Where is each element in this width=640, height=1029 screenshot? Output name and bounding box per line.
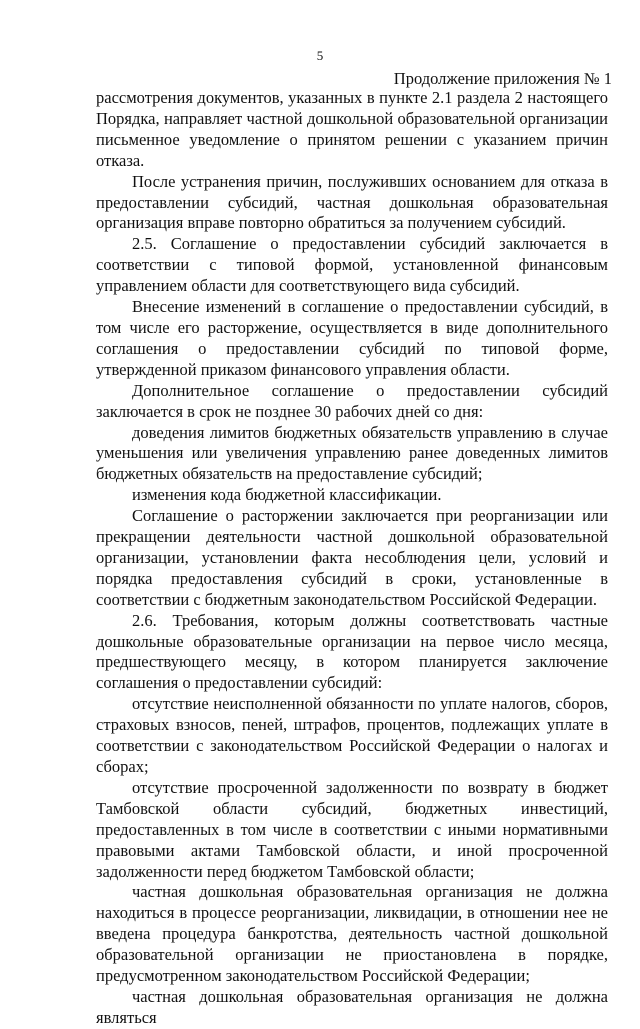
- paragraph: Соглашение о расторжении заключается при реорганизации или прекращении деятельности частной дошкольной образовательной организации, установлении факта несоблюдения цели, условий и порядка предоставления субсидий в сроки, установленные в соответствии с бюджетным законодательством Российской Федерации.: [96, 506, 608, 609]
- paragraph: отсутствие просроченной задолженности по возврату в бюджет Тамбовской области субсидий, бюджетных инвестиций, предоставленных в том числе в соответствии с иными нормативными правовыми актами Тамбовской области, и иной просроченной задолженности перед бюджетом Тамбовской области;: [96, 777, 608, 881]
- paragraph: 2.5. Соглашение о предоставлении субсидий заключается в соответствии с типовой формой, установленной финансовым управлением области для соответствующего вида субсидий.: [96, 234, 608, 296]
- appendix-header: Продолжение приложения № 1: [393, 69, 612, 88]
- document-body: [96, 88, 608, 1029]
- page-number: 5: [316, 48, 324, 63]
- paragraph: изменения кода бюджетной классификации.: [132, 485, 442, 505]
- paragraph: частная дошкольная образовательная организация не должна находиться в процессе реорганизации, ликвидации, в отношении нее не введена процедура банкротства, деятельность частной дошкольной образовательной организации не приостановлена в порядке, предусмотренном законодательством Российской Федерации;: [96, 882, 608, 986]
- paragraph: рассмотрения документов, указанных в пункте 2.1 раздела 2 настоящего Порядка, направляет частной дошкольной образовательной организации письменное уведомление о принятом решении с указанием причин отказа.: [96, 88, 608, 170]
- paragraph: Дополнительное соглашение о предоставлении субсидий заключается в срок не позднее 30 рабочих дней со дня:: [96, 380, 608, 421]
- paragraph: частная дошкольная образовательная организация не должна являться: [96, 986, 608, 1027]
- paragraph: После устранения причин, послуживших основанием для отказа в предоставлении субсидий, частная дошкольная образовательная организация вправе повторно обратиться за получением субсидий.: [96, 171, 608, 233]
- paragraph: отсутствие неисполненной обязанности по уплате налогов, сборов, страховых взносов, пеней, штрафов, процентов, подлежащих уплате в соответствии с законодательством Российской Федерации о налогах и сборах;: [96, 694, 608, 776]
- paragraph: Внесение изменений в соглашение о предоставлении субсидий, в том числе его расторжение, осуществляется в виде дополнительного соглашения о предоставлении субсидий по типовой форме, утвержденной приказом финансового управления области.: [96, 297, 608, 379]
- paragraph: 2.6. Требования, которым должны соответствовать частные дошкольные образовательные организации на первое число месяца, предшествующего месяцу, в котором планируется заключение соглашения о предоставлении субсидий:: [96, 610, 608, 693]
- paragraph: доведения лимитов бюджетных обязательств управлению в случае уменьшения или увеличения управлению ранее доведенных лимитов бюджетных обязательств на предоставление субсидий;: [96, 422, 608, 484]
